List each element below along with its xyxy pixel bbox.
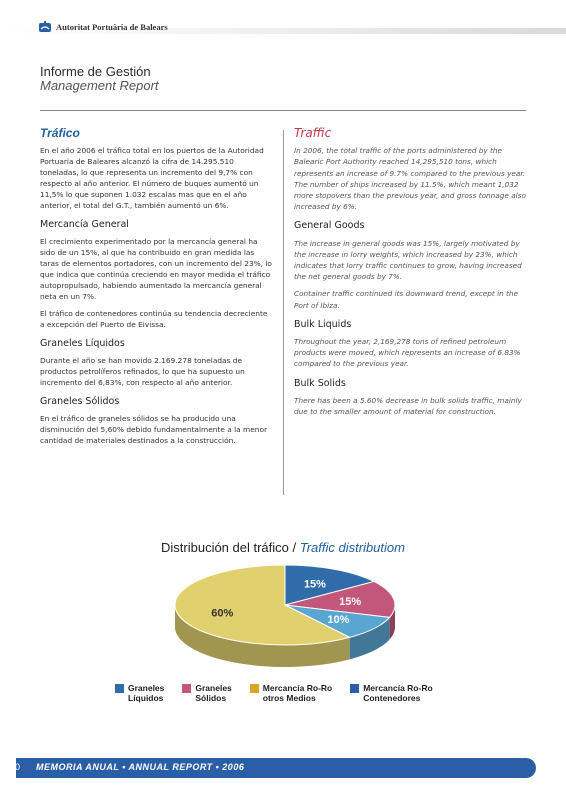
- port-authority-emblem-icon: [38, 20, 52, 34]
- chart-title: [0, 540, 566, 555]
- legend-label-line2: Contenedores: [363, 693, 421, 703]
- legend-label-line2: otros Medios: [262, 693, 316, 703]
- pie-label-3: 10%: [327, 614, 350, 627]
- legend-item: [182, 683, 231, 703]
- legend-swatch: [250, 684, 259, 693]
- bulk-liquids-heading-es: Graneles Líquidos: [40, 338, 125, 349]
- legend-item: [250, 683, 332, 703]
- general-goods-paragraph-en: The increase in general goods was 15%, largely motivated by the increase in lorry weights, which increased by 23%, which indicates that lorry traffic continues to grow, having increased the net general goods by 7%.: [294, 238, 522, 282]
- legend-label-line2: Sólidos: [195, 693, 227, 703]
- pie-label-2: 60%: [211, 607, 234, 620]
- legend-swatch: [350, 684, 359, 693]
- english-column: [294, 128, 526, 423]
- report-title: [40, 64, 159, 93]
- legend-label: [263, 683, 332, 703]
- bulk-liquids-heading-en: Bulk Liquids: [294, 318, 352, 330]
- bulk-liquids-paragraph-en: Throughout the year, 2,169,278 tons of refined petroleum products were moved, which represents an increase of 6.83% compared to the previous year.: [294, 337, 521, 369]
- legend-swatch: [182, 684, 191, 693]
- spanish-column: [40, 128, 274, 452]
- footer-title: MEMORIA ANUAL • ANNUAL REPORT • 2006: [36, 762, 245, 772]
- bulk-solids-heading-es: Graneles Sólidos: [40, 396, 120, 407]
- org-name: Autoritat Portuària de Balears: [56, 22, 168, 32]
- legend-swatch: [115, 684, 124, 693]
- pie-label-1: 15%: [339, 596, 362, 609]
- general-goods-heading-en: General Goods: [294, 220, 365, 232]
- legend-label-line1: Graneles: [128, 683, 165, 693]
- legend-label-line1: Mercancía Ro-Ro: [262, 683, 333, 693]
- chart-title-es: Distribución del tráfico /: [161, 540, 297, 555]
- section-heading-es: Tráfico: [40, 126, 80, 140]
- legend-label-line2: Líquidos: [128, 693, 164, 703]
- chart-legend: [115, 683, 433, 703]
- pie-label-0: 15%: [303, 578, 326, 591]
- containers-paragraph-es: El tráfico de contenedores continúa su tendencia decreciente a excepción del Puerto de Eivissa.: [40, 309, 268, 329]
- general-goods-paragraph-es: El crecimiento experimentado por la mercancía general ha sido de un 15%, al que ha contribuido en gran medida las taras de elementos portadores, con un incremento del 23%, lo que indica que continúa creciendo en mayor medida el tráfico autopropulsado, habiendo aumentado la mercancía general neta en un 7%.: [40, 237, 272, 301]
- bulk-solids-paragraph-es: En el tráfico de graneles sólidos se ha producido una disminución del 5,60% debido fundamentalmente a la menor cantidad de materiales destinados a la construcción.: [40, 414, 268, 445]
- bulk-solids-paragraph-en: There has been a 5.60% decrease in bulk solids traffic, mainly due to the smaller amount of material for construction.: [294, 395, 522, 417]
- legend-item: [115, 683, 164, 703]
- traffic-pie-chart: [160, 560, 410, 670]
- legend-label: [363, 683, 432, 703]
- legend-item: [350, 683, 432, 703]
- bulk-liquids-paragraph-es: Durante el año se han movido 2.169.278 toneladas de productos petrolíferos refinados, lo que ha supuesto un incremento del 6,83%, con respecto al año anterior.: [40, 356, 245, 387]
- org-logo: [38, 20, 168, 34]
- bulk-solids-heading-en: Bulk Solids: [294, 377, 346, 389]
- title-rule: [40, 110, 526, 111]
- column-divider: [283, 130, 284, 495]
- containers-paragraph-en: Container traffic continued its downward trend, except in the Port of Ibiza.: [294, 289, 519, 310]
- legend-label: [128, 683, 164, 703]
- page-number: 20: [9, 762, 20, 772]
- title-es: Informe de Gestión: [40, 64, 151, 79]
- page-header: [0, 0, 566, 42]
- general-goods-heading-es: Mercancía General: [40, 219, 129, 230]
- page-footer: [0, 758, 566, 780]
- legend-label-line1: Mercancía Ro-Ro: [363, 683, 433, 693]
- intro-paragraph-es: En el año 2006 el tráfico total en los puertos de la Autoridad Portuaria de Baleares alcanzó la cifra de 14.295.510 toneladas, lo que representa un incremento del 9,7% con respecto al año anterior. El número de buques aumentó un 11,5% lo que suponen 1.032 escalas mas que en el año anterior, el total del G.T., también aumentó un 6%.: [40, 146, 264, 210]
- title-en: Management Report: [40, 78, 159, 93]
- chart-title-en: Traffic distributiom: [299, 540, 405, 555]
- legend-label-line1: Graneles: [195, 683, 232, 693]
- legend-label: [195, 683, 231, 703]
- section-heading-en: Traffic: [294, 126, 332, 140]
- intro-paragraph-en: In 2006, the total traffic of the ports administered by the Balearic Port Authority reached 14,295,510 tons, which represents an increase of 9.7% compared to the previous year. The number of ships increased by 11.5%, which meant 1,032 more stopovers than the previous year, and gross tonnage also increased by 6%.: [294, 146, 526, 212]
